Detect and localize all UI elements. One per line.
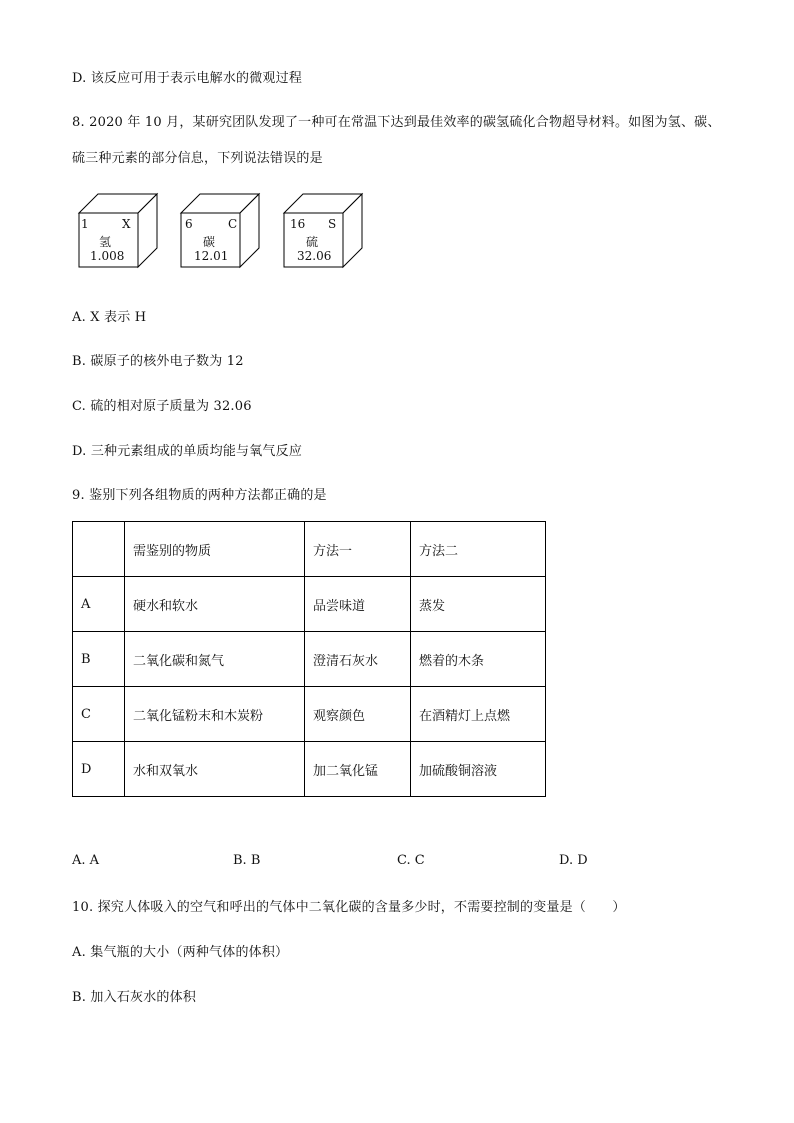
q8-option-b: B. 碳原子的核外电子数为 12 — [72, 354, 244, 369]
table-cell: 水和双氧水 — [125, 742, 305, 797]
table-cell: 燃着的木条 — [411, 632, 546, 687]
table-cell: A — [73, 577, 125, 632]
table-cell: 二氧化锰粉末和木炭粉 — [125, 687, 305, 742]
table-cell: 品尝味道 — [305, 577, 411, 632]
element-name: 碳 — [203, 235, 216, 249]
table-cell: 澄清石灰水 — [305, 632, 411, 687]
q10-stem: 10. 探究人体吸入的空气和呼出的气体中二氧化碳的含量多少时，不需要控制的变量是（ ） — [72, 900, 626, 915]
q10-option-b: B. 加入石灰水的体积 — [72, 990, 197, 1005]
atomic-number: 1 — [81, 217, 89, 231]
element-name: 硫 — [306, 235, 319, 249]
table-cell: 在酒精灯上点燃 — [411, 687, 546, 742]
q8-option-d: D. 三种元素组成的单质均能与氧气反应 — [72, 444, 303, 459]
element-cube-sulfur — [281, 191, 365, 269]
table-cell: 加硫酸铜溶液 — [411, 742, 546, 797]
q8-stem: 8. 2020 年 10 月，某研究团队发现了一种可在常温下达到最佳效率的碳氢硫化合物超导材料。如图为氢、碳、硫三种元素的部分信息，下列说法错误的是 — [72, 115, 721, 166]
table-cell: 二氧化碳和氮气 — [125, 632, 305, 687]
table-cell: 加二氧化锰 — [305, 742, 411, 797]
q9-option-a: A. A — [72, 853, 100, 868]
atomic-mass: 1.008 — [90, 249, 125, 263]
q7-option-d: D. 该反应可用于表示电解水的微观过程 — [72, 71, 303, 86]
table-header-cell — [73, 522, 125, 577]
table-cell: 硬水和软水 — [125, 577, 305, 632]
table-row — [73, 687, 546, 742]
q10-option-a: A. 集气瓶的大小（两种气体的体积） — [72, 945, 289, 960]
table-cell: 观察颜色 — [305, 687, 411, 742]
element-name: 氢 — [99, 235, 112, 249]
table-cell: C — [73, 687, 125, 742]
atomic-mass: 12.01 — [194, 249, 229, 263]
q9-table — [72, 521, 546, 797]
table-cell: 蒸发 — [411, 577, 546, 632]
q8-option-c: C. 硫的相对原子质量为 32.06 — [72, 399, 252, 414]
element-symbol: X — [122, 217, 131, 231]
q9-stem: 9. 鉴别下列各组物质的两种方法都正确的是 — [72, 488, 327, 503]
q8-option-a: A. X 表示 H — [72, 310, 147, 325]
q9-option-c: C. C — [397, 853, 425, 868]
atomic-mass: 32.06 — [297, 249, 332, 263]
table-header-cell: 方法二 — [411, 522, 546, 577]
table-header-row — [73, 522, 546, 577]
table-header-cell: 需鉴别的物质 — [125, 522, 305, 577]
element-symbol: S — [328, 217, 337, 231]
atomic-number: 16 — [290, 217, 306, 231]
q9-option-d: D. D — [559, 853, 588, 868]
table-row — [73, 632, 546, 687]
table-row — [73, 742, 546, 797]
element-cube-carbon — [178, 191, 262, 269]
q9-option-b: B. B — [233, 853, 261, 868]
table-cell: D — [73, 742, 125, 797]
table-cell: B — [73, 632, 125, 687]
element-cube-hydrogen — [76, 191, 160, 269]
element-symbol: C — [228, 217, 238, 231]
table-header-cell: 方法一 — [305, 522, 411, 577]
table-row — [73, 577, 546, 632]
atomic-number: 6 — [185, 217, 193, 231]
